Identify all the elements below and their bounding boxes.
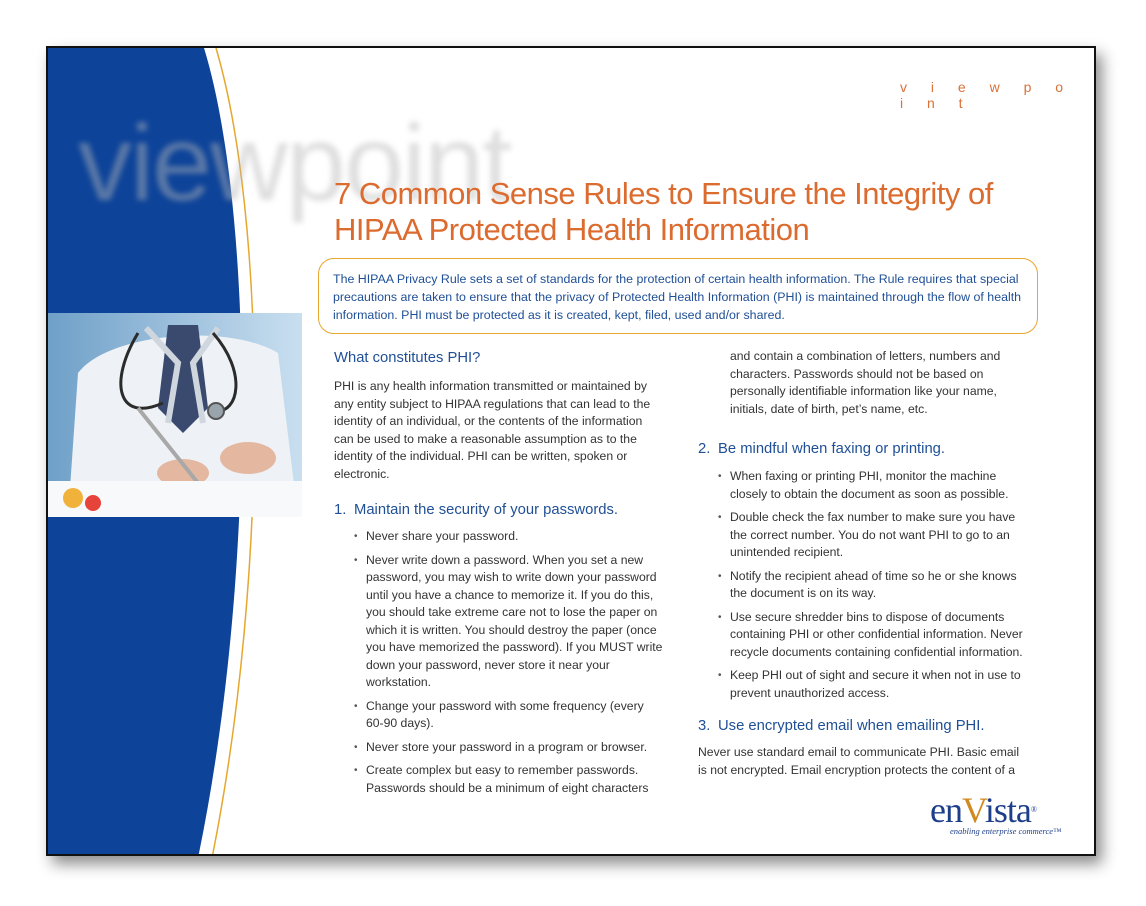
rule-3-number: 3. — [698, 718, 711, 734]
rule-3-title: Use encrypted email when emailing PHI. — [718, 718, 985, 734]
watermark-text: viewpoint — [78, 102, 511, 223]
list-item: • Never store your password in a program or browser. — [354, 739, 664, 757]
document-title: 7 Common Sense Rules to Ensure the Integrity of HIPAA Protected Health Information — [334, 176, 993, 247]
intro-box: The HIPAA Privacy Rule sets a set of standards for the protection of certain health information. The Rule requires that special precautions are taken to ensure that the privacy of Protected Health Information (PHI) is maintained through the flow of health information. PHI must be protected as it is created, kept, filed, used and/or shared. — [318, 258, 1038, 334]
rule-3-heading — [698, 716, 1028, 736]
phi-paragraph: PHI is any health information transmitted or maintained by any entity subject to HIPAA regulations that can lead to the identity of an individual, or the contents of the information can be used to make a reasonable assumption as to the identity of the individual. PHI can be written, spoken or electronic. — [334, 379, 651, 481]
rule-2-heading — [698, 439, 1028, 459]
logo-tagline: enabling enterprise commerce™ — [950, 826, 1062, 836]
list-item: • Never share your password. — [354, 528, 664, 546]
envista-logo — [930, 792, 1060, 842]
logo-suffix: ista — [984, 790, 1031, 830]
phi-heading: What constitutes PHI? — [334, 350, 481, 366]
logo-registered-mark: ® — [1030, 805, 1036, 814]
doctor-photo — [48, 313, 302, 517]
right-column — [698, 348, 1028, 779]
logo-accent: V — [961, 790, 985, 830]
section-tag: v i e w p o i n t — [900, 79, 1074, 111]
left-column — [334, 348, 664, 803]
list-item: • Change your password with some frequency (every 60-90 days). — [354, 698, 664, 733]
rule-1-heading — [334, 500, 664, 520]
logo-prefix: en — [930, 790, 962, 830]
logo-wordmark — [930, 792, 1060, 828]
list-item: • When faxing or printing PHI, monitor the machine closely to obtain the document as soon as possible. — [718, 468, 1028, 503]
list-item: • Double check the fax number to make sure you have the correct number. You do not want PHI to go to an unintended recipient. — [718, 509, 1028, 562]
rule-2-list — [698, 468, 1028, 702]
rule-2-number: 2. — [698, 441, 711, 457]
list-item: • Use secure shredder bins to dispose of documents containing PHI or other confidential information. Never recycle documents containing confidential information. — [718, 609, 1028, 662]
rule-1-title: Maintain the security of your passwords. — [354, 502, 618, 518]
rule-1-number: 1. — [334, 502, 347, 518]
list-item: • Keep PHI out of sight and secure it when not in use to prevent unauthorized access. — [718, 667, 1028, 702]
list-item: • Never write down a password. When you set a new password, you may wish to write down your password until you have a chance to memorize it. If you do this, you should take extreme care not to lose the paper on which it is written. You should destroy the paper (once you have memorized the password). If you MUST write down your password, never store it near your workstation. — [354, 552, 664, 692]
rule-1-list — [334, 528, 664, 797]
rule-3-paragraph: Never use standard email to communicate PHI. Basic email is not encrypted. Email encryption protects the content of a — [698, 745, 1020, 777]
list-item: • Notify the recipient ahead of time so he or she knows the document is on its way. — [718, 568, 1028, 603]
document-page — [46, 46, 1096, 856]
list-item: • Create complex but easy to remember passwords. Passwords should be a minimum of eight characters — [354, 762, 664, 797]
rule-2-title: Be mindful when faxing or printing. — [718, 441, 946, 457]
rule-1-continuation: and contain a combination of letters, numbers and characters. Passwords should not be based on personally identifiable information like your name, initials, date of birth, pet’s name, etc. — [730, 349, 1001, 416]
